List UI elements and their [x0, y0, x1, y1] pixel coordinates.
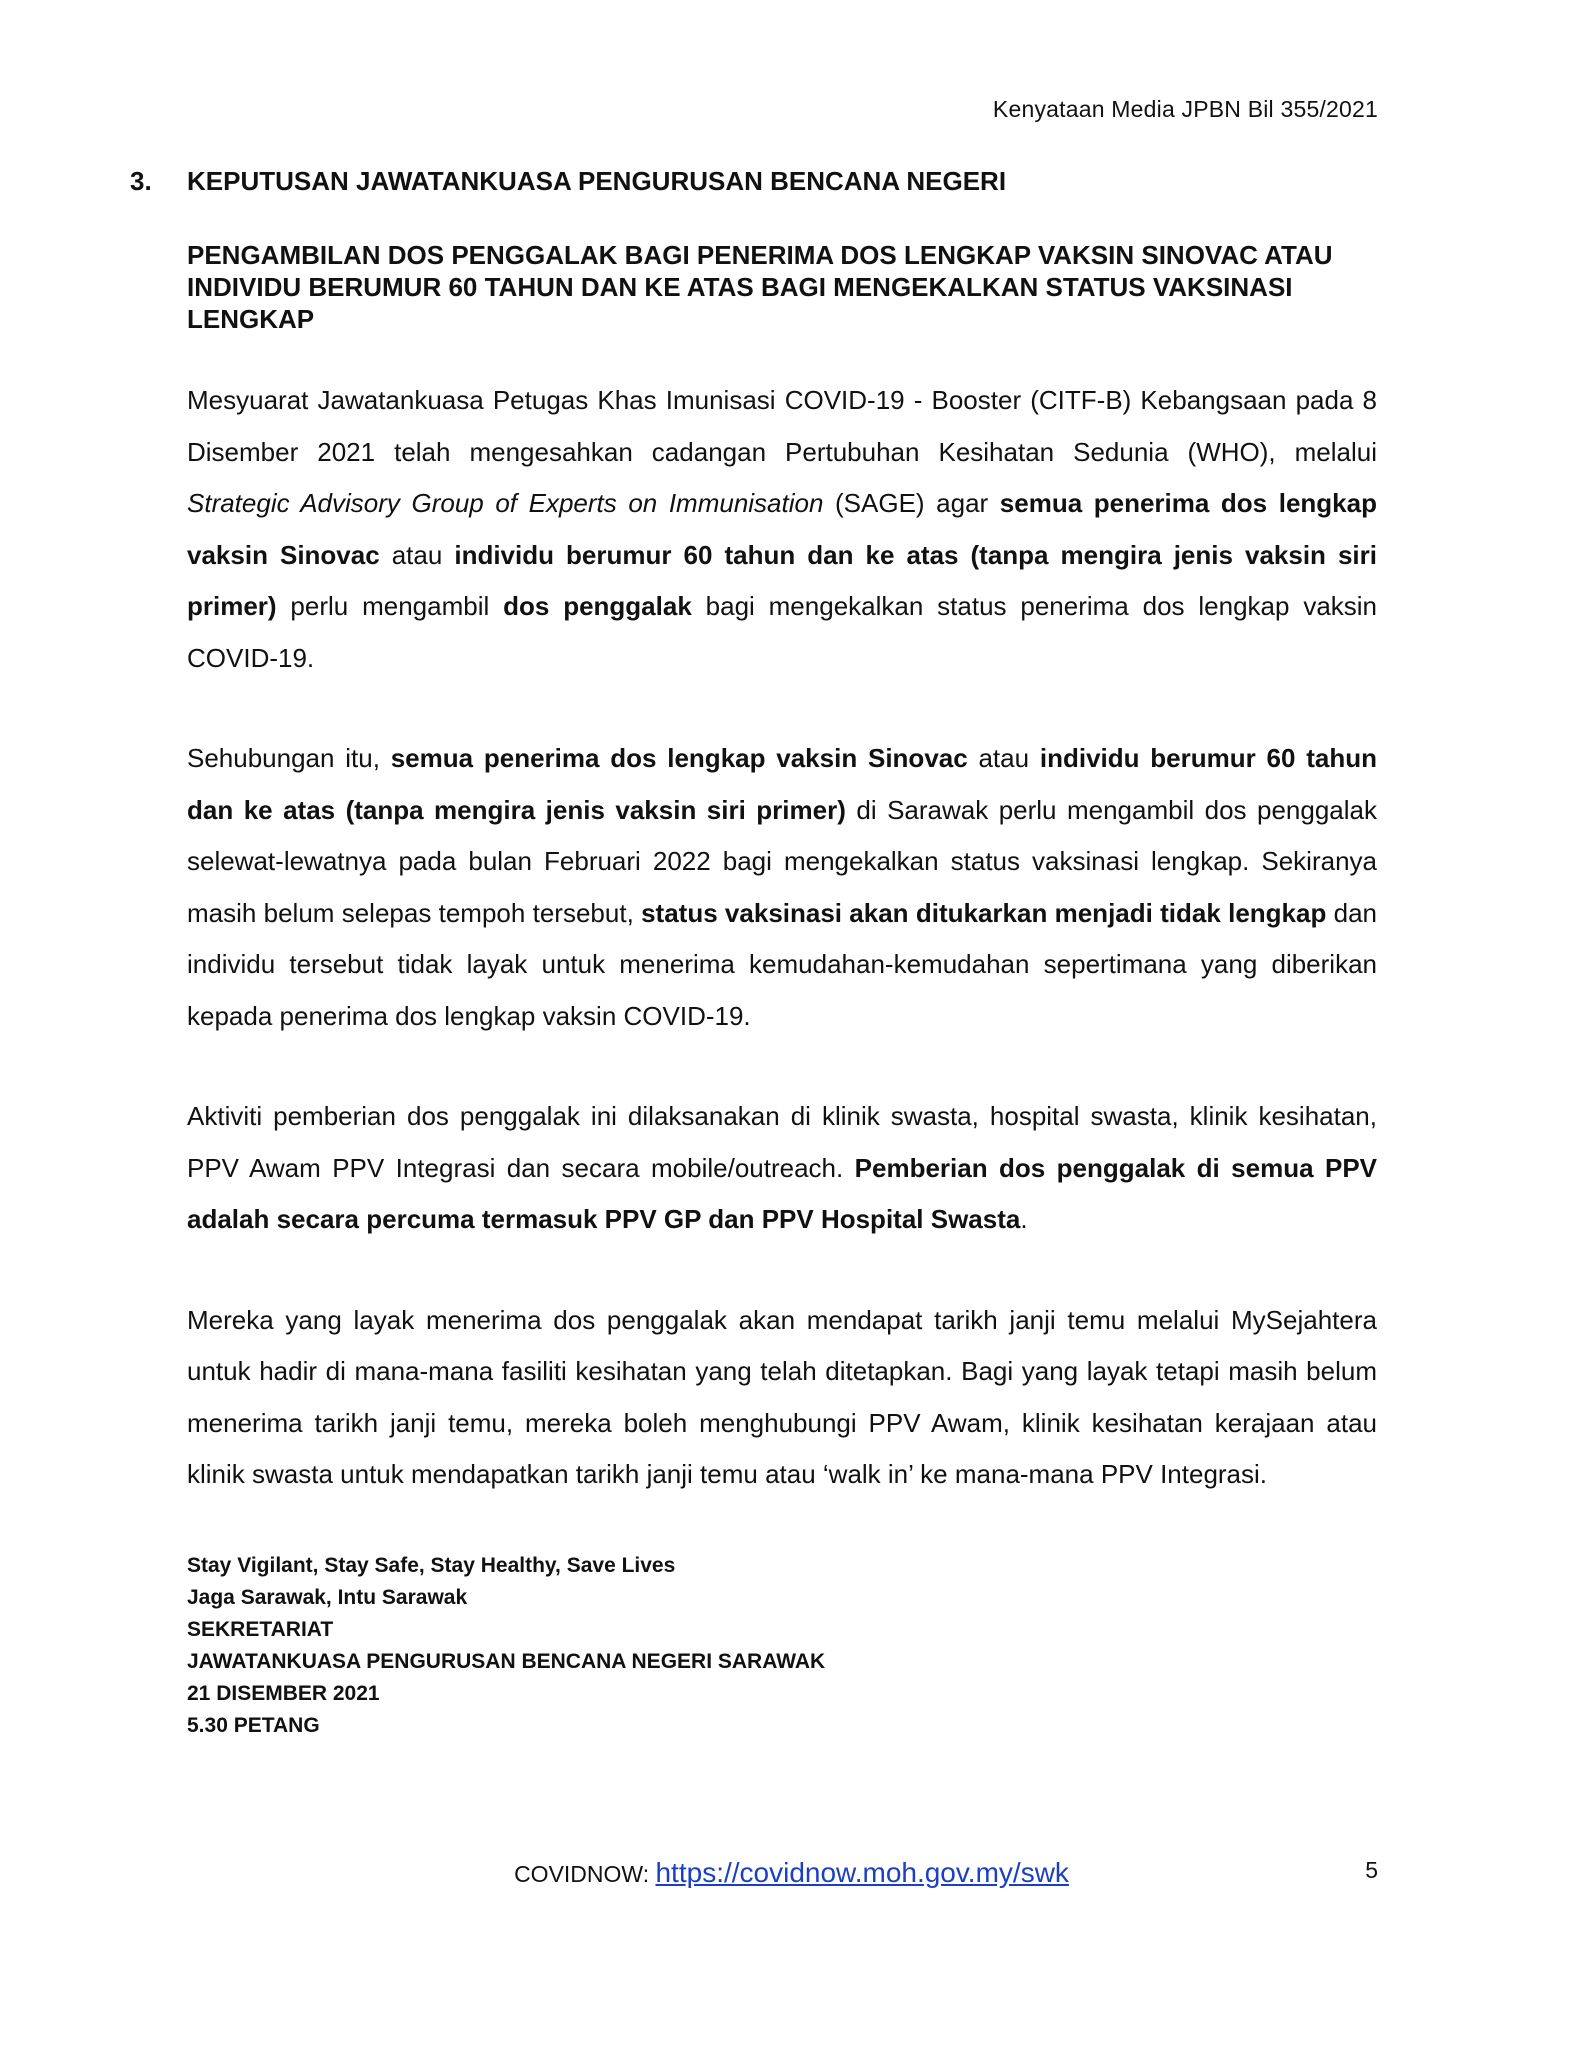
paragraph-bold: individu berumur 60 tahun dan ke atas (tanpa mengira jenis vaksin siri primer): [187, 743, 1377, 825]
signature-line: JAWATANKUASA PENGURUSAN BENCANA NEGERI SARAWAK: [187, 1649, 826, 1673]
section-number: 3.: [130, 166, 152, 196]
section-content: [187, 239, 1377, 1742]
section-title: KEPUTUSAN JAWATANKUASA PENGURUSAN BENCANA NEGERI: [187, 166, 1007, 196]
section: [130, 166, 1380, 1742]
section-heading: [130, 166, 1380, 197]
signature-block: [187, 1550, 1377, 1742]
paragraph-bold: individu berumur 60 tahun dan ke atas (tanpa mengira jenis vaksin siri primer): [187, 539, 1377, 621]
signature-line: Jaga Sarawak, Intu Sarawak: [187, 1585, 468, 1609]
page-number: 5: [1365, 1857, 1378, 1883]
paragraph-text: Aktiviti pemberian dos penggalak ini dilaksanakan di klinik swasta, hospital swasta, klinik kesihatan, PPV Awam PPV Integrasi dan secara mobile/outreach.: [187, 1101, 1377, 1183]
paragraph-3: [187, 1091, 1377, 1246]
paragraph-text: Mereka yang layak menerima dos penggalak akan mendapat tarikh janji temu melalui MySejahtera untuk hadir di mana-mana fasiliti kesihatan yang telah ditetapkan. Bagi yang layak tetapi masih belum menerima tarikh janji temu, mereka boleh menghubungi PPV Awam, klinik kesihatan kerajaan atau klinik swasta untuk mendapatkan tarikh janji temu atau ‘walk in’ ke mana-mana PPV Integrasi.: [187, 1304, 1377, 1489]
paragraph-text: dan individu tersebut tidak layak untuk menerima kemudahan-kemudahan sepertimana yang diberikan kepada penerima dos lengkap vaksin COVID-19.: [187, 897, 1378, 1031]
footer-covidnow: [0, 1857, 1583, 1889]
paragraph-text: di Sarawak perlu mengambil dos penggalak selewat-lewatnya pada bulan Februari 2022 bagi mengekalkan status vaksinasi lengkap. Sekiranya masih belum selepas tempoh tersebut,: [187, 794, 1377, 928]
paragraph-4: [187, 1295, 1377, 1501]
paragraph-text: atau: [967, 743, 1040, 773]
covidnow-link[interactable]: https://covidnow.moh.gov.my/swk: [655, 1857, 1069, 1888]
signature-line: 21 DISEMBER 2021: [187, 1681, 380, 1705]
signature-line: SEKRETARIAT: [187, 1617, 334, 1641]
paragraph-bold: status vaksinasi akan ditukarkan menjadi tidak lengkap: [641, 897, 1327, 928]
footer-label: COVIDNOW:: [514, 1861, 656, 1887]
paragraph-text: (SAGE) agar: [823, 488, 1000, 518]
paragraph-text: Mesyuarat Jawatankuasa Petugas Khas Imunisasi COVID-19 - Booster (CITF-B) Kebangsaan pada 8 Disember 2021 telah mengesahkan cadangan Pertubuhan Kesihatan Sedunia (WHO), melalui: [187, 385, 1377, 467]
section-subtitle: PENGAMBILAN DOS PENGGALAK BAGI PENERIMA DOS LENGKAP VAKSIN SINOVAC ATAU INDIVIDU BERUMUR 60 TAHUN DAN KE ATAS BAGI MENGEKALKAN STATUS VAKSINASI LENGKAP: [187, 240, 1333, 334]
paragraph-1: [187, 375, 1377, 684]
paragraph-text: .: [1020, 1204, 1028, 1234]
paragraph-text: Sehubungan itu,: [187, 743, 391, 773]
paragraph-italic: Strategic Advisory Group of Experts on Immunisation: [187, 488, 824, 518]
paragraph-bold: dos penggalak: [503, 591, 692, 621]
paragraph-bold: Pemberian dos penggalak di semua PPV adalah secara percuma termasuk PPV GP dan PPV Hospital Swasta: [187, 1152, 1378, 1234]
paragraph-bold: semua penerima dos lengkap vaksin Sinovac: [390, 743, 968, 773]
paragraph-text: perlu mengambil: [276, 591, 504, 621]
paragraph-bold: semua penerima dos lengkap vaksin Sinovac: [187, 488, 1377, 570]
signature-line: Stay Vigilant, Stay Safe, Stay Healthy, Save Lives: [187, 1553, 676, 1577]
signature-line: 5.30 PETANG: [187, 1713, 320, 1737]
paragraph-2: [187, 733, 1377, 1042]
paragraph-text: atau: [379, 539, 455, 570]
document-reference: Kenyataan Media JPBN Bil 355/2021: [992, 96, 1378, 122]
paragraph-text: bagi mengekalkan status penerima dos lengkap vaksin COVID-19.: [187, 591, 1378, 673]
